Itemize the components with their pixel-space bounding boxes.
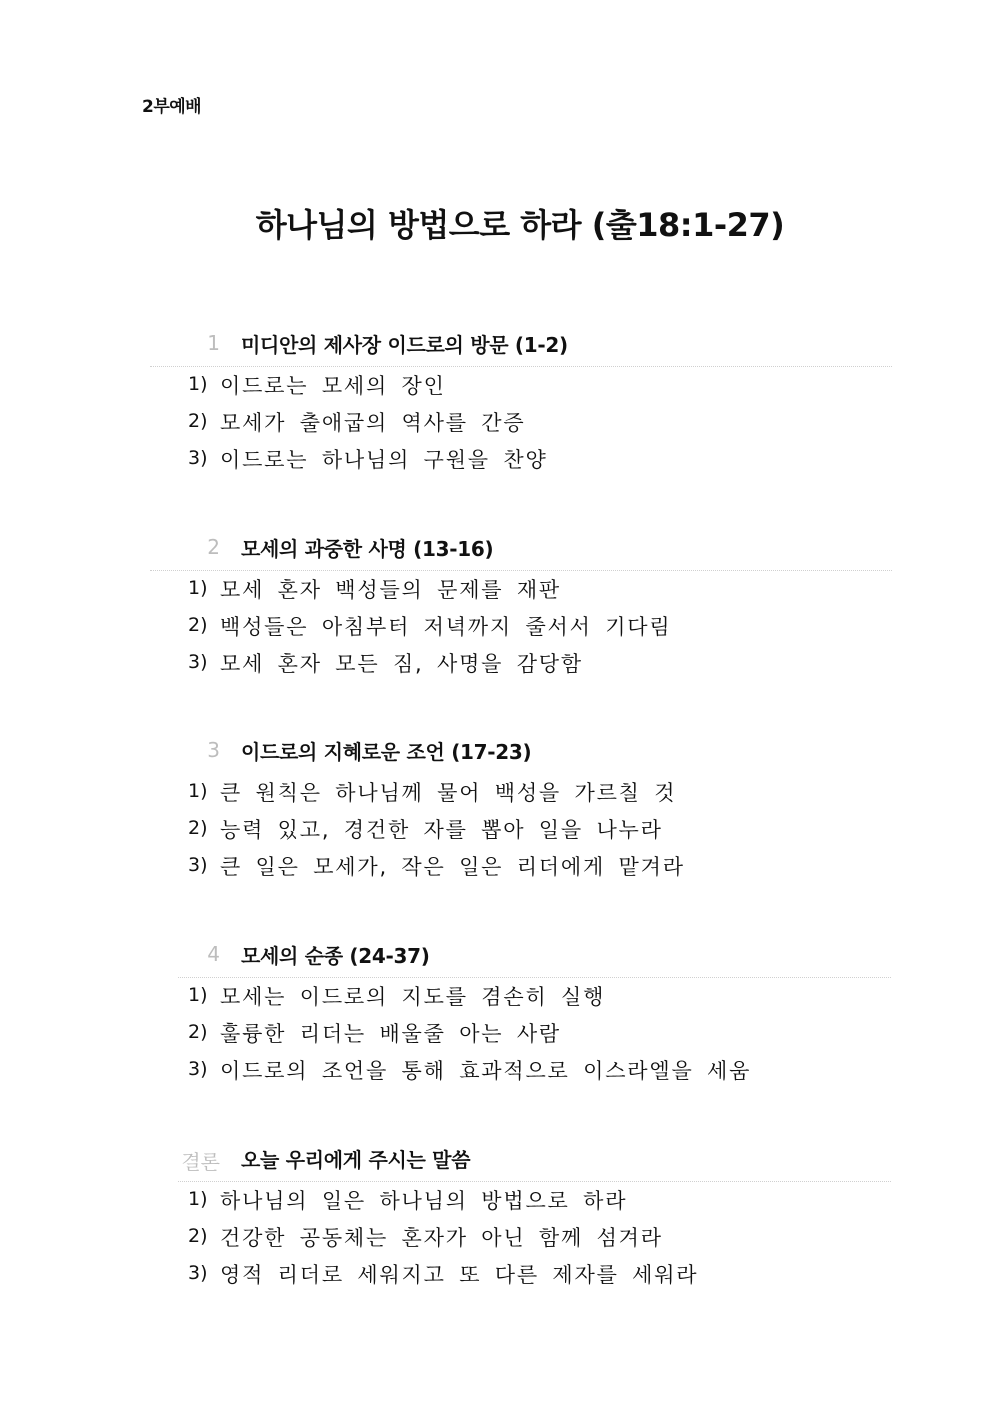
section-3 [0, 734, 996, 885]
section-number: 2 [207, 535, 220, 559]
service-label: 2부예배 [142, 97, 202, 117]
point-number: 2) [188, 1021, 208, 1043]
point-list [0, 978, 996, 1089]
section-header [0, 734, 996, 774]
point-text: 능력 있고, 경건한 자를 뽑아 일을 나누라 [220, 818, 663, 842]
point-list [0, 367, 996, 478]
section-header [0, 938, 996, 978]
point-text: 모세는 이드로의 지도를 겸손히 실행 [220, 985, 606, 1009]
section-heading: 이드로의 지혜로운 조언 (17-23) [241, 740, 532, 764]
section-conclusion [0, 1142, 996, 1293]
list-item [0, 774, 996, 811]
point-text: 건강한 공동체는 혼자가 아닌 함께 섬겨라 [220, 1226, 663, 1250]
section-4 [0, 938, 996, 1089]
list-item [0, 978, 996, 1015]
point-text: 이드로는 하나님의 구원을 찬양 [220, 448, 548, 472]
point-text: 이드로는 모세의 장인 [220, 374, 446, 398]
section-header [0, 327, 996, 367]
point-list [0, 1182, 996, 1293]
point-number: 2) [188, 817, 208, 839]
point-text: 이드로의 조언을 통해 효과적으로 이스라엘을 세움 [220, 1059, 752, 1083]
point-text: 모세 혼자 모든 짐, 사명을 감당함 [220, 652, 583, 676]
point-number: 1) [188, 780, 208, 802]
point-text: 하나님의 일은 하나님의 방법으로 하라 [220, 1189, 628, 1213]
section-number: 결론 [181, 1150, 220, 1174]
section-number: 3 [207, 738, 220, 762]
point-text: 큰 일은 모세가, 작은 일은 리더에게 맡겨라 [220, 855, 685, 879]
list-item [0, 367, 996, 404]
list-item [0, 441, 996, 478]
list-item [0, 1015, 996, 1052]
list-item [0, 608, 996, 645]
list-item [0, 1052, 996, 1089]
point-text: 모세 혼자 백성들의 문제를 재판 [220, 578, 562, 602]
list-item [0, 811, 996, 848]
point-text: 백성들은 아침부터 저녁까지 줄서서 기다림 [220, 615, 672, 639]
section-1 [0, 327, 996, 478]
point-number: 2) [188, 614, 208, 636]
point-number: 1) [188, 984, 208, 1006]
list-item [0, 571, 996, 608]
section-header [0, 1142, 996, 1182]
point-number: 2) [188, 1225, 208, 1247]
point-text: 큰 원칙은 하나님께 물어 백성을 가르칠 것 [220, 781, 677, 805]
list-item [0, 404, 996, 441]
list-item [0, 1256, 996, 1293]
point-number: 3) [188, 1262, 208, 1284]
section-header [0, 531, 996, 571]
list-item [0, 848, 996, 885]
point-number: 1) [188, 1188, 208, 1210]
section-number: 4 [207, 942, 220, 966]
section-number: 1 [207, 331, 220, 355]
point-number: 3) [188, 447, 208, 469]
list-item [0, 1182, 996, 1219]
point-number: 3) [188, 651, 208, 673]
section-heading: 오늘 우리에게 주시는 말씀 [241, 1148, 471, 1172]
point-text: 영적 리더로 세워지고 또 다른 제자를 세워라 [220, 1263, 699, 1287]
point-list [0, 774, 996, 885]
point-number: 3) [188, 1058, 208, 1080]
sermon-title: 하나님의 방법으로 하라 (출18:1-27) [255, 206, 785, 244]
list-item [0, 645, 996, 682]
point-number: 1) [188, 577, 208, 599]
point-number: 3) [188, 854, 208, 876]
point-text: 모세가 출애굽의 역사를 간증 [220, 411, 526, 435]
section-heading: 모세의 순종 (24-37) [241, 944, 430, 968]
point-number: 1) [188, 373, 208, 395]
point-text: 훌륭한 리더는 배울줄 아는 사람 [220, 1022, 562, 1046]
point-number: 2) [188, 410, 208, 432]
list-item [0, 1219, 996, 1256]
point-list [0, 571, 996, 682]
section-2 [0, 531, 996, 682]
section-heading: 미디안의 제사장 이드로의 방문 (1-2) [241, 333, 568, 357]
section-heading: 모세의 과중한 사명 (13-16) [241, 537, 494, 561]
